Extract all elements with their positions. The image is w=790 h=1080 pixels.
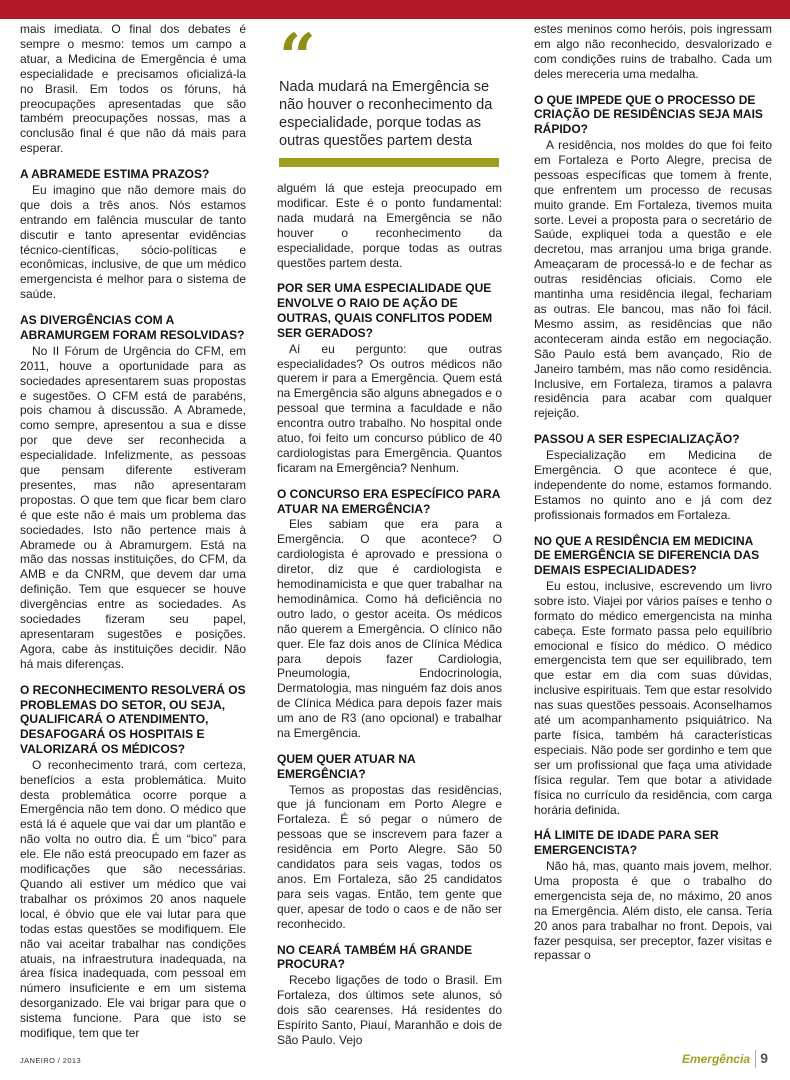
quote-mark-icon: “ (279, 20, 310, 95)
paragraph: A residência, nos moldes do que foi feito em Fortaleza e Porto Alegre, precisa de pessoas específicas que tomem à frente, que enfrentem um processo de recusas muito grande. Em Fortaleza, tivemos muita sorte. Levei a proposta para o secretário de Saúde, expliquei toda a questão e ele decretou, mas arranjou uma briga grande. Ameaçaram de processá-lo e de fechar as outras residências oficiais. Como ele mantinha uma residência ilegal, fechariam as outras. Ele bancou, mas não foi fácil. Mesmo assim, as residências que não aconteceram ainda estão em negociação. São Paulo está bem avançado, Rio de Janeiro também, mas não como residência. Inclusive, em Fortaleza, tiramos a palavra residência para acabar com qualquer rejeição. (534, 138, 772, 421)
question-heading: NO CEARÁ TAMBÉM HÁ GRANDE PROCURA? (277, 942, 473, 972)
paragraph: alguém lá que esteja preocupado em modificar. Este é o ponto fundamental: nada mudará na Emergência se não houver o reconhecimento da especialidade, porque todas as outras questões partem desta. (277, 181, 502, 270)
paragraph: Especialização em Medicina de Emergência. O que acontece é que, independente do nome, estamos formando. Estamos no quinto ano e já com dez profissionais formados em Fortaleza. (534, 448, 772, 522)
paragraph: Aí eu pergunto: que outras especialidades? Os outros médicos não querem ir para a Emergência. Quem está na Emergência são alguns abnegados e o pessoal que termina a faculdade e não encontra outro trabalho. No hospital onde atuo, foi feito um concurso público de 40 cardiologistas para Emergência. Quantos ficaram na Emergência? Nenhum. (277, 341, 502, 475)
paragraph: Recebo ligações de todo o Brasil. Em Fortaleza, dos últimos sete alunos, só dois são cearenses. Há residentes do Espírito Santo, Piauí, Maranhão e dois de São Paulo. Vejo (277, 973, 502, 1047)
paragraph: Eu estou, inclusive, escrevendo um livro sobre isto. Viajei por vários países e tenho o formato do médico emergencista na minha cabeça. Este formato passa pelo equilíbrio emocional e físico do médico. O médico emergencista tem que ser equilibrado, tem que estar em dia com suas dúvidas, inclusive espirituais. Tem que estar resolvido nas suas questões pessoais. Aconselhamos até um acompanhamento psiquiátrico. Na parte física, também há características especiais. Não pode ser gordinho e tem que ser um profissional que faça uma atividade física regular. Tem que botar a atividade física no currículo da residência, com carga horária definida. (534, 578, 772, 817)
column-2 (277, 181, 502, 1059)
column-1 (20, 22, 246, 1052)
question-heading: AS DIVERGÊNCIAS COM A ABRAMURGEM FORAM RESOLVIDAS? (20, 313, 245, 342)
question-heading: O QUE IMPEDE QUE O PROCESSO DE CRIAÇÃO DE RESIDÊNCIAS SEJA MAIS RÁPIDO? (534, 92, 763, 137)
paragraph: O reconhecimento trará, com certeza, benefícios a esta problemática. Muito desta problemática ocorre porque a Emergência não tem dono. O médico que está lá é aquele que vai dar um plantão e não volta no outro dia. É um “bico” para ele. Ele não está preocupado em fazer as modificações que são necessárias. Quando ali estiver um médico que vai trabalhar os próximos 20 anos naquele local, é óbvio que ele vai lutar para que todas estas questões se modifiquem. Ele não vai aceitar trabalhar nas condições atuais, na infraestrutura inadequada, na área física inadequada, com pessoal em número insuficiente e em um sistema desorganizado. Ele vai brigar para que o sistema funcione. Para que isto se modifique, tem que ter (20, 757, 246, 1041)
page-number: 9 (760, 1050, 768, 1066)
paragraph: Eu imagino que não demore mais do que dois a três anos. Nós estamos entrando em falência muscular de tanto discutir e tanto apresentar evidências técnico-científicas, sócio-políticas e econômicas, inclusive, de que um médico emergencista é melhor para o sistema de saúde. (20, 182, 246, 302)
paragraph: Não há, mas, quanto mais jovem, melhor. Uma proposta é que o trabalho do emergencista seja de, no máximo, 20 anos na Emergência. Além disto, ele cansa. Teria 20 anos para trabalhar no front. Depois, vai fazer pesquisa, ser preceptor, fazer visitas e repassar o (534, 859, 772, 963)
paragraph: Temos as propostas das residências, que já funcionam em Porto Alegre e Fortaleza. É só pegar o número de pessoas que se inscrevem para fazer a residência em Porto Alegre. São 50 candidatos para seis vagas, todos os anos. Em Fortaleza, são 25 candidatos para seis vagas. Então, tem gente que quer, apesar de todo o caos e de não ser reconhecido. (277, 782, 502, 931)
paragraph: Eles sabiam que era para a Emergência. O que acontece? O cardiologista é aprovado e pressiona o diretor, diz que é cardiologista e hemodinamicista e que quer trabalhar na hemodinâmica. Como há deficiência no outro lado, o gestor aceita. Os médicos não querem a Emergência. O clínico não quer. Ele faz dois anos de Clínica Médica para depois fazer Cardiologia, Pneumologia, Endocrinologia, Dermatologia, mas ninguém faz dois anos de Clínica Médica para depois fazer mais um ano de R3 (ano opcional) e trabalhar na Emergência. (277, 517, 502, 741)
question-heading: A ABRAMEDE ESTIMA PRAZOS? (20, 167, 210, 182)
paragraph: mais imediata. O final dos debates é sempre o mesmo: temos um campo a atuar, a Medicina de Emergência é uma especialidade e precisamos oficializá-la no Brasil. Em todos os fóruns, há preocupações apresentadas que são também preocupações nossas, mas a conclusão final é que não dá mais para esperar. (20, 22, 246, 156)
question-heading: NO QUE A RESIDÊNCIA EM MEDICINA DE EMERGÊNCIA SE DIFERENCIA DAS DEMAIS ESPECIALIDADES? (534, 533, 760, 578)
question-heading: O RECONHECIMENTO RESOLVERÁ OS PROBLEMAS DO SETOR, OU SEJA, QUALIFICARÁ O ATENDIMENTO, DESAFOGARÁ OS HOSPITAIS E VALORIZARÁ OS MÉDICOS? (20, 682, 246, 756)
magazine-name: Emergência (681, 1052, 750, 1066)
pull-quote (279, 22, 499, 170)
question-heading: POR SER UMA ESPECIALIDADE QUE ENVOLVE O RAIO DE AÇÃO DE OUTRAS, QUAIS CONFLITOS PODEM SER GERADOS? (277, 281, 493, 340)
question-heading: QUEM QUER ATUAR NA EMERGÊNCIA? (277, 751, 416, 781)
footer-divider (755, 1050, 756, 1068)
question-heading: O CONCURSO ERA ESPECÍFICO PARA ATUAR NA EMERGÊNCIA? (277, 486, 500, 516)
top-accent-bar (0, 0, 790, 19)
paragraph: estes meninos como heróis, pois ingressam em algo não reconhecido, desvalorizado e com condições ruins de trabalho. Cada um deles mereceria uma medalha. (534, 22, 772, 81)
issue-date: JANEIRO / 2013 (20, 1056, 82, 1065)
question-heading: HÁ LIMITE DE IDADE PARA SER EMERGENCISTA? (534, 828, 719, 858)
paragraph: No II Fórum de Urgência do CFM, em 2011, houve a oportunidade para as sociedades apresentarem suas propostas e sugestões. O CFM está de parabéns, pois chamou à discussão. A Abramede, como sempre, apresentou a sua e disse por que deve ser reconhecida a especialidade. Infelizmente, as pessoas que pensam diferente estiveram presentes, mas não apresentaram propostas. O que tem que ficar bem claro é que este não é mais um problema das sociedades. Isto não pertence mais à Abramede ou à Abramurgem. Está na mão das nossas instituições, do CFM, da AMB e da CNRM, que devem dar uma definição. Tem que esquecer se houve divergências entre as sociedades. As sociedades fizeram seu papel, apresentaram sugestões e posições. Agora, cabe às instituições decidir. Não há mais diferenças. (20, 343, 246, 671)
question-heading: PASSOU A SER ESPECIALIZAÇÃO? (534, 432, 740, 447)
pull-quote-rule (279, 158, 499, 167)
column-3 (534, 22, 772, 974)
pull-quote-text: Nada mudará na Emergência se não houver o reconhecimento da especialidade, porque todas as outras questões partem desta (279, 79, 493, 149)
